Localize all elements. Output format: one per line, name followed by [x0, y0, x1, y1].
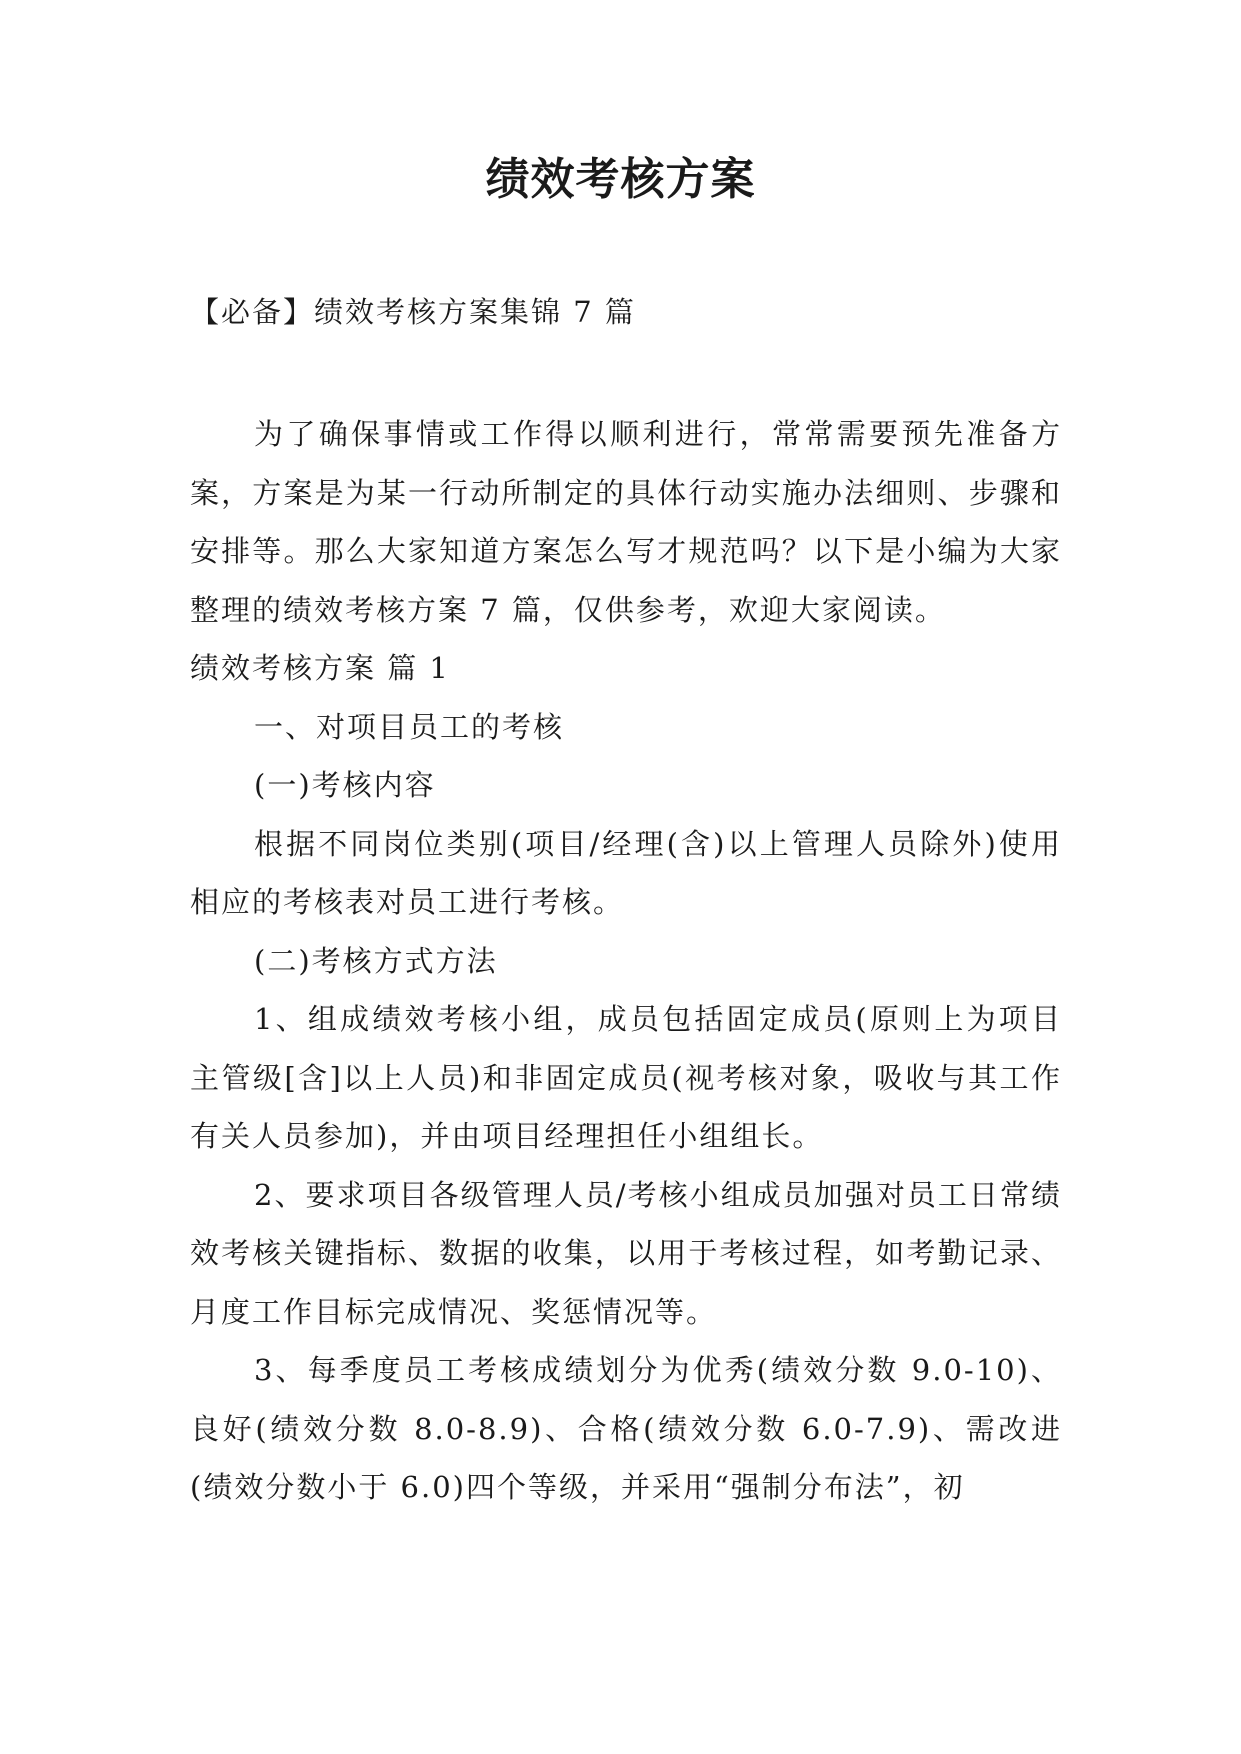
paragraph: (一)考核内容: [254, 768, 436, 802]
paragraph: 2、要求项目各级管理人员/考核小组成员加强对员工日常绩效考核关键指标、数据的收集，以用于考核过程，如考勤记录、月度工作目标完成情况、奖惩情况等。: [190, 1177, 1062, 1329]
paragraph: (二)考核方式方法: [254, 943, 498, 978]
document-subtitle: 【必备】绩效考核方案集锦 7 篇: [190, 295, 636, 329]
document-title: 绩效考核方案: [485, 154, 756, 205]
paragraph: 为了确保事情或工作得以顺利进行，常常需要预先准备方案，方案是为某一行动所制定的具体行动实施办法细则、步骤和安排等。那么大家知道方案怎么写才规范吗？以下是小编为大家整理的绩效考核方案 7 篇，仅供参考，欢迎大家阅读。: [190, 417, 1062, 627]
paragraph: 一、对项目员工的考核: [254, 709, 565, 744]
section-heading: 绩效考核方案 篇 1: [190, 651, 450, 685]
document-body: [190, 405, 1062, 1517]
paragraph: 根据不同岗位类别(项目/经理(含)以上管理人员除外)使用相应的考核表对员工进行考核。: [190, 826, 1062, 919]
paragraph: 3、每季度员工考核成绩划分为优秀(绩效分数 9.0-10)、良好(绩效分数 8.0-8.9)、合格(绩效分数 6.0-7.9)、需改进(绩效分数小于 6.0)四个等级，并采用“强制分布法”，初: [190, 1353, 1062, 1504]
paragraph: 1、组成绩效考核小组，成员包括固定成员(原则上为项目主管级[含]以上人员)和非固定成员(视考核对象，吸收与其工作有关人员参加)，并由项目经理担任小组组长。: [190, 1002, 1062, 1153]
